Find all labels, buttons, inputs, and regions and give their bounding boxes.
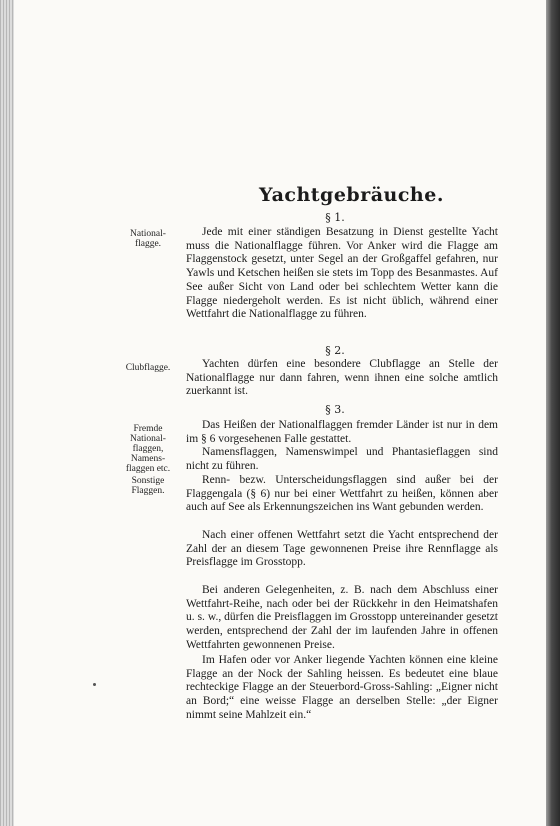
section-heading: § 3. [325, 403, 345, 416]
paragraph: Yachten dürfen eine besondere Clubflagge an Stelle der Nationalflagge nur dann fahren, wenn ihnen eine solche amtlich zuerkannt ist. [186, 358, 498, 398]
margin-note: Clubflagge. [125, 363, 171, 373]
page-title: Yachtgebräuche. [259, 184, 444, 206]
section-heading: § 2. [325, 344, 345, 357]
paper-speck [93, 683, 96, 686]
paragraph: Namensflaggen, Namenswimpel und Phantasieflaggen sind nicht zu führen. [186, 446, 498, 472]
paragraph: Im Hafen oder vor Anker liegende Yachten können eine kleine Flagge an der Nock der Sahling heissen. Es bedeutet eine blaue rechteckige Flagge an der Steuerbord-Gross-Sahling: „Eigner nicht an Bord;“ eine weisse Flagge an derselben Stelle: „der Eigner nimmt seine Mahlzeit ein.“ [186, 654, 498, 721]
margin-note: National- flagge. [130, 229, 166, 249]
book-spine-shadow [546, 0, 560, 826]
paragraph: Das Heißen der Nationalflaggen fremder Länder ist nur in dem im § 6 vorgesehenen Falle gestattet. [186, 419, 498, 445]
paragraph: Jede mit einer ständigen Besatzung in Dienst gestellte Yacht muss die Nationalflagge führen. Vor Anker wird die Flagge am Flaggenstock gesetzt, unter Segel an der Großgaffel gefahren, nur Yawls und Ketschen heißen sie stets im Topp des Besanmastes. Auf See außer Sicht von Land oder bei schlechtem Wetter kann die Flagge niedergeholt werden. Es ist nicht üblich, während einer Wettfahrt die Nationalflagge zu führen. [186, 226, 498, 321]
page-stack-edge-left [0, 0, 14, 826]
paragraph: Renn- bezw. Unterscheidungsflaggen sind außer bei der Flaggengala (§ 6) nur bei einer Wettfahrt zu heißen, können aber auch auf See als Erkennungszeichen ins Want gebunden werden. [186, 474, 498, 514]
margin-note: Sonstige Flaggen. [131, 476, 165, 496]
margin-note: Fremde National- flaggen, Namens- flaggen etc. [125, 424, 171, 474]
bleed-through-text [115, 70, 475, 180]
paragraph: Bei anderen Gelegenheiten, z. B. nach dem Abschluss einer Wettfahrt-Reihe, nach oder bei der Rückkehr in den Heimatshafen u. s. w., dürfen die Preisflaggen im Grosstopp untereinander gesetzt werden, entsprechend der Zahl der im laufenden Jahre in offenen Wettfahrten gewonnenen Preise. [186, 584, 498, 651]
paragraph: Nach einer offenen Wettfahrt setzt die Yacht entsprechend der Zahl der an diesem Tage gewonnenen Preise ihre Rennflagge als Preisflagge im Grosstopp. [186, 529, 498, 569]
section-heading: § 1. [325, 211, 345, 224]
